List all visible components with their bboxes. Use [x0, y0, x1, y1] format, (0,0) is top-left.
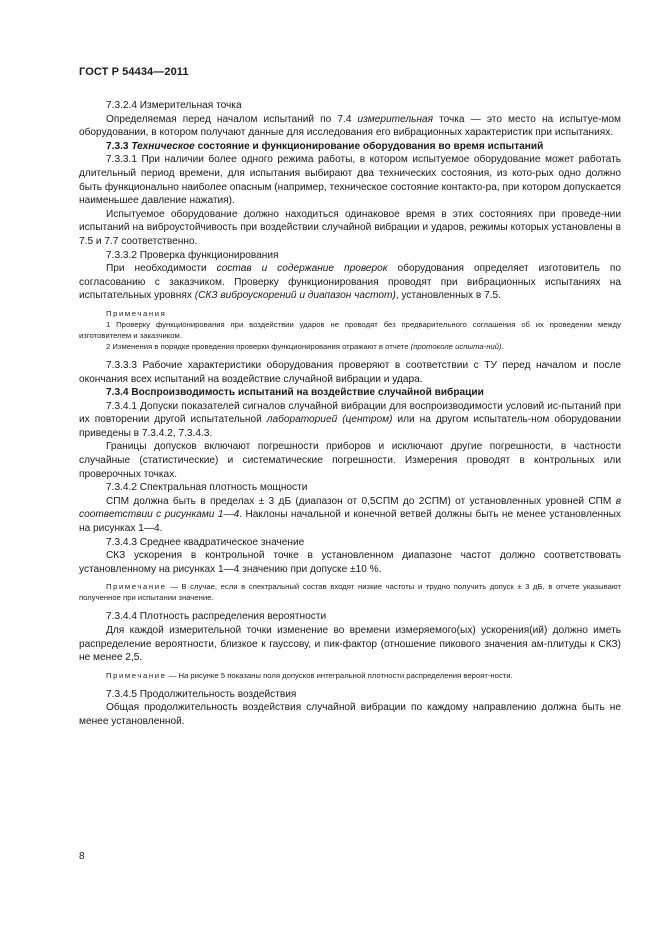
section-7345-title: 7.3.4.5 Продолжительность воздействия [106, 688, 297, 700]
note-1: 1 Проверку функционирования при воздействии ударов не проводят без предварительного соглашения об их проведении между изготовителем и заказчиком. [79, 319, 621, 340]
page-number: 8 [79, 851, 85, 862]
document-header: ГОСТ Р 54434—2011 [79, 66, 189, 78]
section-7324-title: 7.3.2.4 Измерительная точка [106, 100, 242, 111]
notes-title: Примечания [106, 308, 167, 318]
section-7345-paragraph: Общая продолжительность воздействия случайной вибрации по каждому направлению должна быть не менее установленной. [79, 702, 621, 727]
section-734-heading: 7.3.4 Воспроизводимость испытаний на воздействие случайной вибрации [106, 387, 484, 399]
section-7332-title: 7.3.3.2 Проверка функционирования [106, 249, 279, 261]
section-7343-title: 7.3.4.3 Среднее квадратическое значение [106, 536, 305, 548]
section-7342-title: 7.3.4.2 Спектральная плотность мощности [106, 482, 308, 494]
note-3: Примечание — В случае, если в спектральный состав входят низкие частоты и трудно получить допуск ± 3 дБ, в отчете указывают полученное при испытании значение. [79, 582, 621, 603]
note-4: Примечание — На рисунке 5 показаны поля допусков интегральной плотности распределения вероят-ности. [106, 670, 513, 680]
section-7344-paragraph: Для каждой измерительной точки изменение во времени измеряемого(ых) ускорения(ий) должно иметь распределение вероятности, близкое к гауссову, и пик-фактор (отношение пикового значения ам-плитуды к СКЗ) не менее 2,5. [79, 625, 621, 664]
section-7332-paragraph: При необходимости состав и содержание проверок оборудования определяет изготовитель по согласованию с заказчиком. Проверку функционирования проводят при вибрационных испытаниях на испытательных уровнях (СКЗ виброускорений и диапазон частот), установленных в 7.5. [79, 263, 621, 302]
section-7344-title: 7.3.4.4 Плотность распределения вероятности [106, 611, 327, 623]
section-7341-paragraph: 7.3.4.1 Допуски показателей сигналов случайной вибрации для воспроизводимости условий ис-пытаний при их повторении другой испытательной лабораторией (центром) или на другом испытатель-ном оборудовании приведены в 7.3.4.2, 7.3.4.3. [79, 400, 621, 439]
note-2: 2 Изменения в порядке проведения проверки функционирования отражают в отчете (протоколе испыта-ний). [106, 341, 504, 351]
section-7341-paragraph-2: Границы допусков включают погрешности приборов и исключают другие погрешности, в частности случайные (статистические) и систематические погрешности. Измерения проводят в контрольных или проверочных точках. [79, 441, 621, 480]
section-7324-paragraph: Определяемая перед началом испытаний по 7.4 измерительная точка — это место на испытуе-мом оборудовании, в котором получают данные для исследования его вибрационных характеристик при испытаниях. [79, 113, 621, 139]
section-7342-paragraph: СПМ должна быть в пределах ± 3 дБ (диапазон от 0,5СПМ до 2СПМ) от установленных уровней СПМ в соответствии с рисунками 1—4. Наклоны начальной и конечной ветвей должны быть не менее установленных на рисунках 1—4. [79, 495, 621, 535]
section-733-heading: 7.3.3 Техническое состояние и функционирование оборудования во время испытаний [106, 140, 544, 152]
section-7343-paragraph: СКЗ ускорения в контрольной точке в установленном диапазоне частот должно соответствовать установленному на рисунках 1—4 значению при допуске ±10 %. [79, 550, 621, 575]
section-7333-paragraph: 7.3.3.3 Рабочие характеристики оборудования проверяют в соответствии с ТУ перед началом и после окончания всех испытаний на воздействие случайной вибрации и удара. [79, 359, 621, 385]
section-7331-paragraph-2: Испытуемое оборудование должно находиться одинаковое время в этих состояниях при проведе-нии испытаний на виброустойчивость при воздействии случайной вибрации и ударов, режимы которых установлены в 7.5 и 7.7 соответственно. [79, 208, 621, 247]
section-7331-paragraph: 7.3.3.1 При наличии более одного режима работы, в котором испытуемое оборудование может работать длительный период времени, для испытания выбирают два технических состояния, из кото-рых одно должно быть функционально наиболее опасным (например, техническое состояние контакто-ра, при котором допускается наименьшее давление нажатия). [79, 154, 621, 207]
